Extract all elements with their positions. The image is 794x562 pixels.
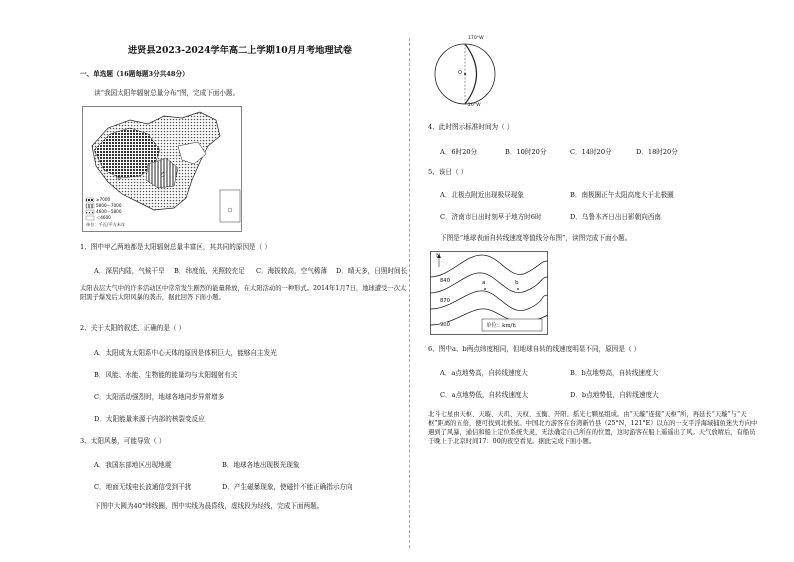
- q5-option-a: A．北极点附近出现极昼现象: [440, 191, 524, 199]
- page-title: 进贤县2023-2024学年高二上学期10月月考地理试卷: [128, 45, 352, 56]
- q6-option-d: D．b点地势低，自转线速度大: [570, 391, 659, 399]
- q6-option-c: C．a点地势低，自转线速度大: [440, 391, 529, 399]
- isoline-label: 870: [440, 298, 450, 304]
- svg-text:甲: 甲: [116, 176, 122, 182]
- point-b-label: b: [515, 280, 519, 286]
- circle-label-center: O: [458, 70, 462, 76]
- q2-option-a: A．太阳成为太阳系中心天体的原因是体积巨大，能够自主发光: [94, 349, 277, 357]
- q1-option-b: B．纬度低，光照较充足: [174, 267, 245, 275]
- q6-option-b: B．b点地势高，自转线速度大: [570, 369, 659, 377]
- passage-big-dipper: 北斗七星由天枢、天璇、天玑、天权、玉衡、开阳、摇光七颗星组成。由“天璇”连接“天枢”所，再延长“天璇”与“天枢”距离的五倍，便可找到北极星。中国北方游客在台湾新竹县（25°N，121°E）以东的一支平浮海域捕鱼迷失方向中遇到了风暴，通信和船上定位系统失灵，无法确定自己所在的位置，这时游客在船上遥遥出了风。天气放晴后，有船员于晚上于北京时间17：00的夜空看见。据此完成下面小题。: [428, 411, 758, 445]
- q3-option-b: B．地球各地出现极光现象: [222, 461, 300, 469]
- map-intro: 读“我国太阳年辐射总量分布”图，完成下面小题。: [94, 89, 240, 97]
- q2-option-d: D．太阳能量来源于内部的核裂变反应: [94, 415, 205, 423]
- q5-option-b: B．南极圈正午太阳高度大于北极圈: [570, 191, 674, 199]
- section-heading: 一、单选题（16题每题3分共48分）: [80, 70, 189, 78]
- q6-option-a: A．a点地势高，自转线速度大: [440, 369, 528, 377]
- china-radiation-map: [82, 106, 242, 232]
- question-2-stem: 2、关于太阳的叙述，正确的是（ ）: [80, 324, 186, 332]
- q4-option-a: A．6时20分: [440, 148, 478, 156]
- north-arrow-label: N: [436, 253, 441, 259]
- q3-option-d: D．产生磁暴现象，使磁针不能正确指示方向: [222, 483, 353, 491]
- q3-option-c: C．地面无线电长波通信受到干扰: [94, 483, 192, 491]
- latitude-circle-figure: [430, 36, 500, 110]
- map-legend-item: ≥7000: [96, 197, 111, 202]
- isoline-label: 840: [440, 278, 450, 284]
- q5-option-c: C．济南市日出时刻早于地方时6时: [440, 213, 542, 221]
- map-legend-unit: 单位：千瓦/平方米年: [86, 222, 126, 227]
- q4-option-d: D．18时20分: [636, 148, 678, 156]
- circle-label-top: 170°W: [468, 36, 484, 41]
- map-legend-item: 4600～5800: [96, 209, 122, 214]
- graph-intro: 下图是“地球表面自转线速度等值线分布图”，读图完成下面小题。: [440, 234, 632, 242]
- point-a-label: a: [482, 280, 486, 286]
- q4-option-c: C．14时20分: [570, 148, 612, 156]
- isoline-label: 900: [440, 322, 450, 328]
- question-4-stem: 4、此时图示标准时间为（ ）: [428, 123, 514, 131]
- q1-option-a: A．深居内陆，气候干旱: [94, 267, 165, 275]
- q3-option-a: A．我国东部地区出现地震: [94, 461, 172, 469]
- column-divider: [409, 38, 410, 548]
- q1-option-c: C．海拔较高，空气稀薄: [256, 267, 327, 275]
- q5-option-d: D．乌鲁木齐日出日影朝向西南: [570, 213, 662, 221]
- passage-solar-activity: 太阳表层大气中的许多活动区中常常发生剧烈的能量释放，在太阳活动的一种形式。2014年1月7日，地球遭受一次太阳黑子爆发后太阳风暴的袭击，据此回答下面小题。: [80, 285, 407, 301]
- passage-latitude-circle: 下图中大圆为40°纬线圈，图中实线为晨昏线，虚线段为经线，完成下面两题。: [94, 502, 324, 510]
- question-5-stem: 5、该日（ ）: [428, 168, 468, 176]
- question-3-stem: 3、太阳风暴，可能导致（ ）: [80, 437, 166, 445]
- q4-option-b: B．10时20分: [505, 148, 547, 156]
- svg-text:乙: 乙: [160, 172, 166, 178]
- rotation-speed-isoline-graph: [430, 251, 548, 335]
- graph-unit-label: 单位：km/h: [486, 323, 516, 329]
- q2-option-b: B．风能、水能、生物能的能量均与太阳辐射有关: [94, 371, 238, 379]
- question-1-stem: 1、图中甲乙两地都是太阳辐射总量丰富区，其共同的原因是（ ）: [80, 243, 271, 251]
- circle-label-bottom: 20°W: [468, 103, 481, 108]
- q2-option-c: C．太阳活动强烈时，地球各地同步异常增多: [94, 393, 225, 401]
- map-legend: [96, 197, 122, 221]
- question-6-stem: 6、图中a、b两点纬度相同，但地球自转的线速度明显不同，原因是（ ）: [428, 345, 641, 353]
- map-legend-item: ＜4600: [96, 215, 111, 220]
- q1-option-d: D．晴天多，日照时间长: [336, 267, 408, 275]
- map-legend-item: 5800～7000: [96, 203, 122, 208]
